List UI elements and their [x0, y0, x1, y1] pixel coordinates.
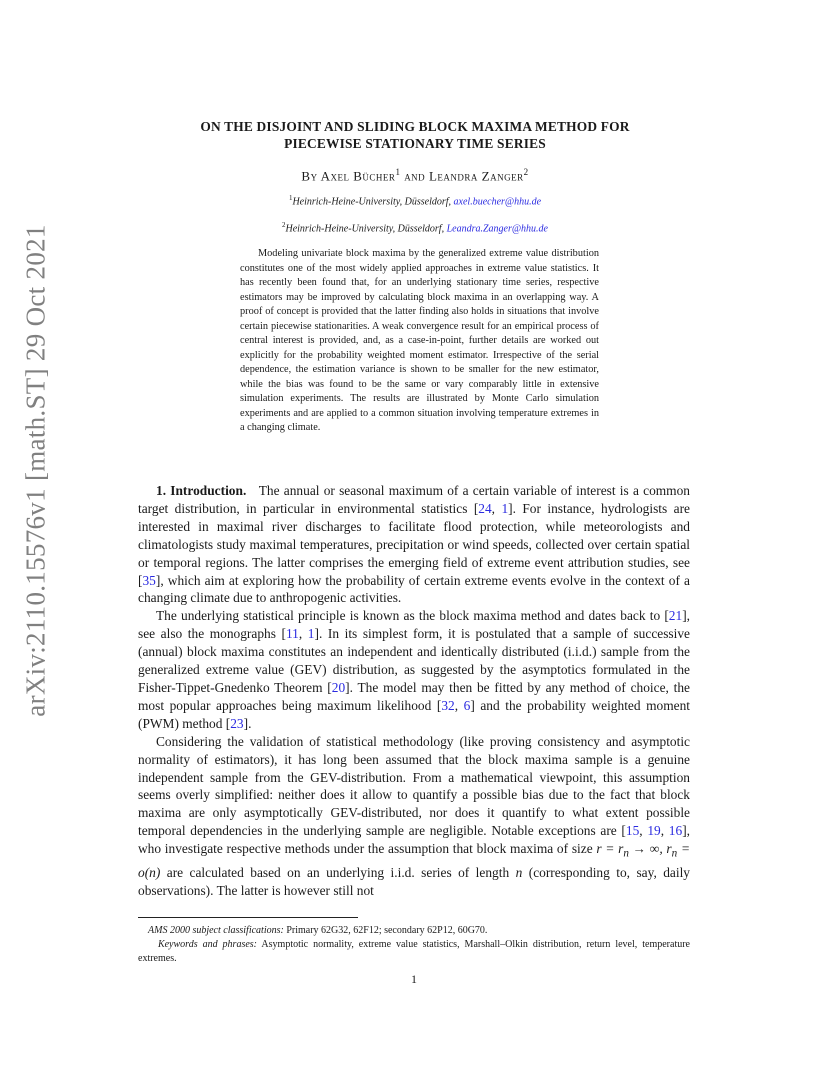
paragraph-1: 1. Introduction. The annual or seasonal maximum of a certain variable of interest is a common target distribution, in particular in environmental statistics [24, 1]. For instance, hydrologists are interested in maximal river discharges to facilitate flood protection, while meteorologists and climatologists study maximal temperatures, precipitation or wind speeds, collected over certain spatial or temporal regions. The latter comprises the emerging field of extreme event attribution studies, see [35], which aim at exploring how the probability of certain extreme events evolve in the context of a changing climate due to anthropogenic activities.	[138, 483, 690, 606]
author-2-sup: 2	[523, 167, 529, 177]
footnote-rule	[138, 917, 358, 918]
affiliation-1-sup: 1	[288, 194, 293, 202]
affiliation-2-sup: 2	[281, 221, 286, 229]
math-n: n	[515, 864, 523, 880]
p1-text-b: ]. For instance, hydrologists are interested in maximal river discharges to facilitate flood protection, while meteorologists and climatologists study maximal temperatures, precipitation or wind speeds, collected over certain spatial or temporal regions. The latter comprises the emerging field of extreme event attribution studies, see [	[138, 500, 690, 588]
page-number: 1	[411, 972, 417, 986]
citation-link[interactable]: 6	[463, 697, 471, 713]
abstract	[240, 247, 599, 436]
math-part: r = r	[596, 841, 624, 857]
email-link-1[interactable]: axel.buecher@hhu.de	[453, 196, 542, 208]
math-subscript: n	[623, 847, 629, 860]
author-1: Axel Bücher	[320, 168, 396, 184]
title-line-2: PIECEWISE STATIONARY TIME SERIES	[284, 136, 546, 151]
math-subscript: n	[671, 847, 678, 860]
ams-label: AMS 2000 subject classifications:	[148, 925, 284, 936]
citation-link[interactable]: 20	[331, 679, 346, 695]
abstract-text: Modeling univariate block maxima by the generalized extreme value distribution constitutes one of the most widely applied approaches in extreme value statistics. It has recently been found that, for an underlying stationary time series, respective estimators may be improved by calculating block maxima in an overlapping way. A proof of concept is provided that the latter finding also holds in situations that involve certain piecewise stationarities. A weak convergence result for an empirical process of central interest is provided, and, as a case-in-point, further details are worked out explicitly for the probability weighted moment estimator. Irrespective of the serial dependence, the estimation variance is shown to be smaller for the new estimator, while the bias was found to be the same or vary comparably little in extensive simulation experiments. The results are illustrated by Monte Carlo simulation experiments and are applied to a common situation involving temperature extremes in a changing climate.	[240, 248, 599, 433]
p2-text-c: ]. In its simplest form, it is postulated that a sample of successive (annual) block maxima constitutes an independent and identically distributed (i.i.d.) sample from the generalized extreme value (GEV) distribution, as suggested by the asymptotics formulated in the Fisher-Tippet-Gnedenko Theorem [	[138, 626, 690, 695]
p3-text-d: (corresponding to, say, daily observations). The latter is however still not	[138, 864, 691, 898]
author-1-sup: 1	[395, 167, 401, 177]
citation-link[interactable]: 16	[668, 823, 683, 839]
p1-text-a: The annual or seasonal maximum of a certain variable of interest is a common target distribution, in particular in environmental statistics [	[138, 483, 690, 516]
p2-text-d: ]. The model may then be fitted by any method of choice, the most popular approaches being maximum likelihood [	[138, 679, 690, 713]
math-part: = o(n)	[138, 841, 690, 880]
affiliation-1	[120, 194, 710, 207]
and-label: and	[400, 168, 429, 184]
citation-link[interactable]: 11	[285, 626, 299, 642]
math-part: → ∞, r	[628, 841, 672, 857]
p1-text-c: ], which aim at exploring how the probability of certain extreme events evolve in the context of a changing climate due to anthropogenic activities.	[138, 572, 690, 606]
title-line-1: ON THE DISJOINT AND SLIDING BLOCK MAXIMA METHOD FOR	[200, 119, 630, 134]
author-line	[120, 167, 710, 184]
p2-text-b: ], see also the monographs [	[138, 608, 690, 642]
citation-link[interactable]: 35	[142, 572, 156, 588]
citation-link[interactable]: 1	[501, 500, 509, 516]
paper-title	[120, 118, 710, 152]
citation-link[interactable]: 21	[668, 608, 683, 624]
p3-text-c: are calculated based on an underlying i.i.d. series of length	[160, 864, 516, 880]
ams-classification	[138, 924, 690, 938]
main-body	[138, 482, 690, 900]
citation-link[interactable]: 15	[625, 823, 640, 839]
citation-link[interactable]: 23	[230, 715, 244, 731]
p3-text-a: Considering the validation of statistical methodology (like proving consistency and asymptotic normality of estimators), it has long been assumed that the block maxima sample is a genuine independent sample from the GEV-distribution. From a mathematical viewpoint, this assumption seems overly simplified: neither does it allow to quantify a possible bias due to the fact that block maxima are only asymptotically GEV-distributed, nor does it quantify to what extent possible temporal dependencies in the underlying sample are negligible. Notable exceptions are [	[138, 733, 690, 839]
ams-text: Primary 62G32, 62F12; secondary 62P12, 60G70.	[283, 925, 488, 936]
p2-text-f: ].	[243, 715, 252, 731]
email-link-2[interactable]: Leandra.Zanger@hhu.de	[446, 223, 548, 235]
arxiv-sidebar-stamp	[12, 223, 60, 717]
by-label: By	[301, 168, 321, 184]
p3-text-b: ], who investigate respective methods under the assumption that block maxima of size	[138, 823, 690, 857]
keywords	[138, 938, 690, 965]
p2-text-e: ] and the probability weighted moment (PWM) method [	[138, 697, 690, 731]
paragraph-2: The underlying statistical principle is known as the block maxima method and dates back to [21], see also the monographs [11, 1]. In its simplest form, it is postulated that a sample of successive (annual) block maxima constitutes an independent and identically distributed (i.i.d.) sample from the generalized extreme value (GEV) distribution, as suggested by the asymptotics formulated in the Fisher-Tippet-Gnedenko Theorem [20]. The model may then be fitted by any method of choice, the most popular approaches being maximum likelihood [32, 6] and the probability weighted moment (PWM) method [23].	[138, 608, 690, 731]
citation-link[interactable]: 24	[478, 500, 492, 516]
affiliation-1-text: Heinrich-Heine-University, Düsseldorf,	[292, 196, 454, 208]
citation-link[interactable]: 32	[441, 697, 455, 713]
arxiv-id: arXiv:2110.15576v1 [math.ST] 29 Oct 2021	[20, 223, 51, 717]
citation-link[interactable]: 1	[307, 626, 315, 642]
affiliation-2	[120, 221, 710, 234]
paragraph-3: Considering the validation of statistical methodology (like proving consistency and asymptotic normality of estimators), it has long been assumed that the block maxima sample is a genuine independent sample from the GEV-distribution. From a mathematical viewpoint, this assumption seems overly simplified: neither does it allow to quantify a possible bias due to the fact that block maxima are only asymptotically GEV-distributed, nor does it quantify to what extent possible temporal dependencies in the underlying sample are negligible. Notable exceptions are [15, 19, 16], who investigate respective methods under the assumption that block maxima of size $r = r_n$ → ∞, $r_n = o(n)$ are calculated based on an underlying i.i.d. series of length n (corresponding to, say, daily observations). The latter is however still not	[138, 733, 691, 898]
affiliation-2-text: Heinrich-Heine-University, Düsseldorf,	[285, 223, 447, 235]
keywords-text: Asymptotic normality, extreme value statistics, Marshall–Olkin distribution, return level, temperature extremes.	[138, 939, 690, 964]
keywords-label: Keywords and phrases:	[157, 939, 257, 950]
section-heading: 1. Introduction.	[156, 483, 247, 498]
author-2: Leandra Zanger	[428, 168, 524, 184]
p2-text-a: The underlying statistical principle is known as the block maxima method and dates back to [	[156, 608, 669, 624]
citation-link[interactable]: 19	[647, 823, 661, 839]
